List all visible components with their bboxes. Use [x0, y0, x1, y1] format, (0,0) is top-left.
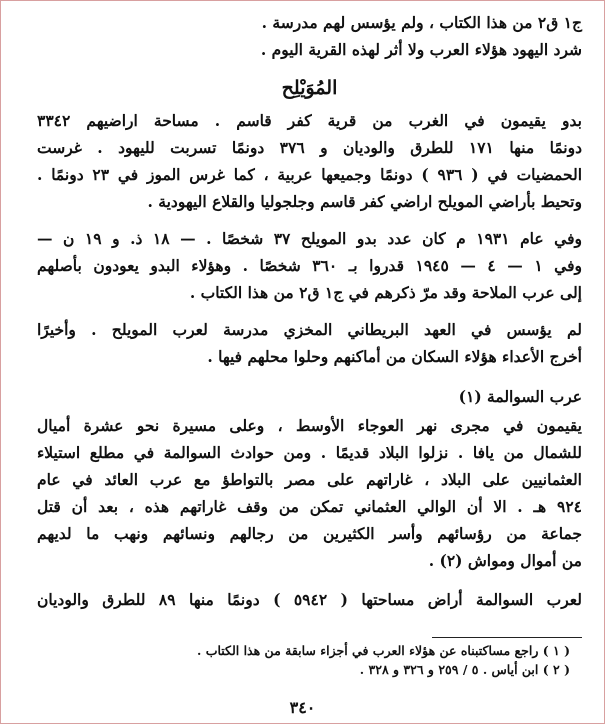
page-body	[37, 9, 582, 613]
text-line: بدو يقيمون في الغرب من قرية كفر قاسم . مساحة اراضيهم ٣٣٤٢	[37, 111, 582, 130]
paragraph-sawalma-history	[37, 412, 582, 574]
paragraph-sawalma-land	[37, 586, 582, 613]
text-line: وفي عام ١٩٣١ م كان عدد بدو المويلح ٣٧ شخصًا . — ١٨ ذ. و ١٩ ن —	[37, 229, 582, 248]
footnotes	[61, 641, 570, 679]
section-title: المُوَيْلِح	[281, 77, 338, 99]
paragraph-school	[37, 316, 582, 370]
footnote-item: ( ٢ ) ابن أياس . ٥ / ٢٥٩ و ٣٢٦ و ٣٢٨ .	[359, 662, 570, 677]
text-line: للشمال من يافا . نزلوا البلاد قديمًا . ومن حوادث السوالمة في مطلع استيلاء	[37, 443, 582, 462]
text-line: جماعة من رؤسائهم وأسر الكثيرين من رجالهم ونسائهم ونهب ما لديهم	[37, 524, 582, 543]
footnote-item: ( ١ ) راجع مساكتبناه عن هؤلاء العرب في أجزاء سابقة من هذا الكتاب .	[196, 643, 570, 658]
continued-paragraph	[37, 9, 582, 63]
text-line: لعرب السوالمة أراض مساحتها ( ٥٩٤٢ ) دونمًا منها ٨٩ للطرق والوديان	[37, 590, 582, 609]
text-line: ج١ ق٢ من هذا الكتاب ، ولم يؤسس لهم مدرسة .	[261, 13, 582, 32]
text-line: ٩٢٤ هـ . الا أن الوالي العثماني تمكن من وقف غاراتهم هذه ، بعد أن قتل	[37, 497, 582, 516]
paragraph-location	[37, 107, 582, 215]
text-line: من أموال ومواش (٢) .	[428, 551, 582, 570]
text-line: دونمًا منها ١٧١ للطرق والوديان و ٣٧٦ دونمًا تسربت لليهود . غرست	[37, 138, 583, 157]
text-line: إلى عرب الملاحة وقد مرّ ذكرهم في ج١ ق٢ من هذا الكتاب .	[189, 283, 582, 302]
footnote-divider	[432, 637, 582, 638]
text-line: أخرج الأعداء هؤلاء السكان من أماكنهم وحلوا محلهم فيها .	[207, 347, 582, 366]
subsection-heading: عرب السوالمة (١)	[458, 387, 582, 406]
text-line: وتحيط بأراضي المويلح اراضي كفر قاسم وجلجوليا والقلاع اليهودية .	[147, 192, 582, 211]
page-number: ٣٤٠	[289, 698, 316, 717]
text-line: وفي ١ — ٤ — ١٩٤٥ قدروا بـ ٣٦٠ شخصًا . وهؤلاء البدو يعودون بأصلهم	[37, 256, 582, 275]
text-line: الحمضيات في ( ٩٣٦ ) دونمًا وجميعها عربية ، كما غرس الموز في ٢٣ دونمًا .	[37, 165, 583, 184]
paragraph-population	[37, 225, 582, 306]
text-line: لم يؤسس في العهد البريطاني المخزي مدرسة لعرب المويلح . وأخيرًا	[37, 320, 582, 339]
text-line: العثمانيين على البلاد ، غاراتهم على مصر بالتواطؤ مع عرب العائد في عام	[37, 470, 582, 489]
text-line: يقيمون في مجرى نهر العوجاء الأوسط ، وعلى مسيرة نحو عشرة أميال	[37, 416, 582, 435]
text-line: شرد اليهود هؤلاء العرب ولا أثر لهذه القرية اليوم .	[260, 40, 582, 59]
